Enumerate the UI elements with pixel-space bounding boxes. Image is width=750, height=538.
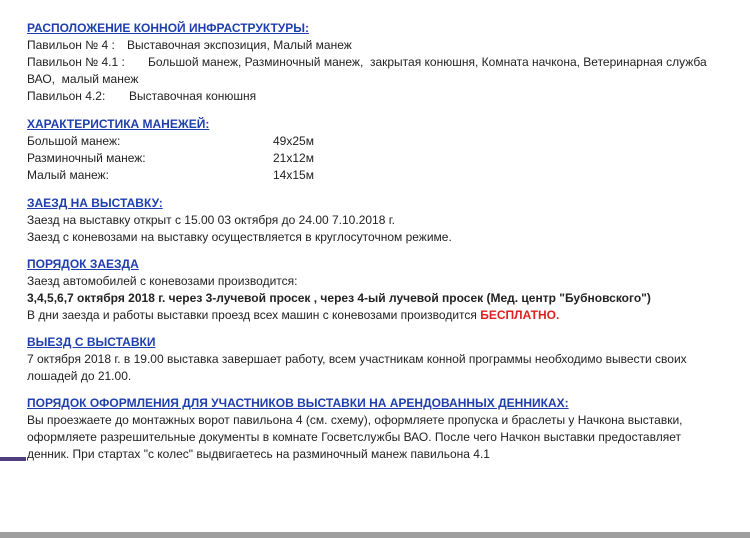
arena-name: Разминочный манеж: bbox=[27, 151, 146, 165]
arena-size: 14х15м bbox=[273, 168, 314, 182]
side-accent-bar bbox=[0, 457, 26, 461]
arrival-colon: : bbox=[158, 196, 163, 210]
pavilion-label: Павильон № 4.1 : bbox=[27, 55, 125, 69]
pavilion-4-line bbox=[27, 37, 737, 54]
departure-line: лошадей до 21.00. bbox=[27, 369, 132, 383]
infrastructure-heading: РАСПОЛОЖЕНИЕ КОННОЙ ИНФРАСТРУКТУРЫ: bbox=[27, 21, 310, 35]
pavilion-text: Выставочная конюшня bbox=[129, 89, 257, 103]
order-line: Заезд автомобилей с коневозами производится: bbox=[27, 274, 298, 288]
arrival-heading bbox=[27, 195, 737, 212]
pavilion-text: Большой манеж, Разминочный манеж, закрытая конюшня, Комната начкона, Ветеринарная служба bbox=[148, 55, 707, 69]
order-free-text: В дни заезда и работы выставки проезд всех машин с коневозами производится bbox=[27, 308, 477, 322]
departure-heading: ВЫЕЗД С ВЫСТАВКИ bbox=[27, 335, 156, 349]
stalls-line: Вы проезжаете до монтажных ворот павильона 4 (см. схему), оформляете пропуска и браслеты у Начкона выставки, bbox=[27, 413, 683, 427]
order-dates-line: 3,4,5,6,7 октября 2018 г. через 3-лучевой просек , через 4-ый лучевой просек (Мед. центр "Бубновского") bbox=[27, 291, 651, 305]
order-free-line bbox=[27, 307, 737, 324]
pavilion-4-2-line bbox=[27, 88, 737, 105]
arrival-line: Заезд на выставку открыт с 15.00 03 октября до 24.00 7.10.2018 г. bbox=[27, 213, 395, 227]
stalls-heading: ПОРЯДОК ОФОРМЛЕНИЯ ДЛЯ УЧАСТНИКОВ ВЫСТАВКИ НА АРЕНДОВАННЫХ ДЕННИКАХ: bbox=[27, 396, 569, 410]
stalls-line: денник. При стартах "с колес" выдвигаетесь на разминочный манеж павильона 4.1 bbox=[27, 447, 490, 461]
arena-size: 21х12м bbox=[273, 151, 314, 165]
arrival-line: Заезд с коневозами на выставку осуществляется в круглосуточном режиме. bbox=[27, 230, 452, 244]
bottom-divider bbox=[0, 532, 750, 538]
pavilion-text: Выставочная экспозиция, Малый манеж bbox=[127, 38, 352, 52]
free-highlight: БЕСПЛАТНО. bbox=[480, 308, 560, 322]
arena-name: Малый манеж: bbox=[27, 168, 109, 182]
stalls-line: оформляете разрешительные документы в комнате Госветслужбы ВАО. После чего Начкон выставки предоставляет bbox=[27, 430, 681, 444]
departure-line: 7 октября 2018 г. в 19.00 выставка завершает работу, всем участникам конной программы необходимо вывести своих bbox=[27, 352, 687, 366]
arenas-heading: ХАРАКТЕРИСТИКА МАНЕЖЕЙ: bbox=[27, 117, 210, 131]
arena-name: Большой манеж: bbox=[27, 134, 121, 148]
pavilion-4-1-line bbox=[27, 54, 737, 71]
pavilion-label: Павильон 4.2: bbox=[27, 89, 106, 103]
pavilion-label: Павильон № 4 : bbox=[27, 38, 115, 52]
arena-row bbox=[27, 167, 737, 184]
arrival-title: ЗАЕЗД НА ВЫСТАВКУ bbox=[27, 196, 159, 210]
pavilion-4-1-continuation: ВАО, малый манеж bbox=[27, 72, 139, 86]
arena-size: 49х25м bbox=[273, 134, 314, 148]
document-body bbox=[27, 20, 737, 463]
arena-row bbox=[27, 150, 737, 167]
arena-row bbox=[27, 133, 737, 150]
order-heading: ПОРЯДОК ЗАЕЗДА bbox=[27, 257, 139, 271]
